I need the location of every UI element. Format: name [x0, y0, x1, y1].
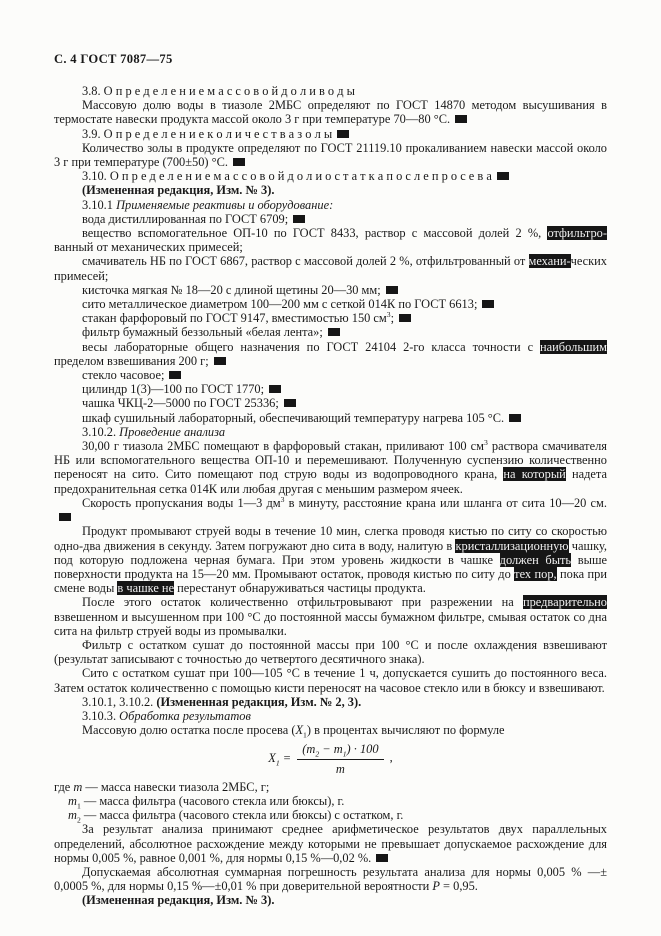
- list-item: [54, 382, 607, 396]
- document-body: [54, 84, 607, 908]
- text-run: стекло часовое;: [82, 368, 165, 383]
- list-item: [54, 283, 607, 297]
- text-run: −: [319, 742, 334, 757]
- text-run: 1: [76, 801, 81, 811]
- paragraph: [54, 822, 607, 865]
- list-item: [54, 340, 607, 368]
- paragraph: [54, 638, 607, 666]
- scan-mark: [337, 130, 349, 138]
- text-run: 1: [342, 749, 347, 759]
- text-run: Обработка результатов: [119, 708, 251, 723]
- highlighted-text: механи-: [528, 254, 571, 269]
- paragraph: [54, 723, 607, 740]
- section-3-10-3-heading: [54, 709, 607, 723]
- list-item: [54, 212, 607, 226]
- text-run: 3: [386, 310, 391, 320]
- paragraph: [54, 496, 607, 524]
- scan-mark: [284, 399, 296, 407]
- list-item: [54, 226, 607, 254]
- formula-lhs: [268, 750, 295, 768]
- section-3-10-2-heading: [54, 425, 607, 439]
- text-run: За результат анализа принимают среднее арифметическое результатов двух параллельных определений, абсолютное расхождение между которыми не превышает допускаемое расхождение для нормы 0,005 %, равное 0,001 %, для нормы 0,15 %—0,02 %.: [54, 822, 607, 865]
- text-run: ванный от механических примесей;: [54, 240, 243, 255]
- text-run: ческих примесей;: [54, 254, 607, 283]
- paragraph: [54, 439, 607, 496]
- text-run: стакан фарфоровый по ГОСТ 9147, вместимостью 150 см: [82, 311, 387, 326]
- list-item: [54, 254, 607, 282]
- text-run: X: [295, 723, 304, 738]
- text-run: ) · 100: [346, 742, 379, 757]
- text-run: в минуту, расстояние крана или шланга от сита 10—20 см.: [284, 495, 607, 510]
- fraction-numerator: [297, 742, 383, 759]
- text-run: Продукт промывают струей воды в течение 10 мин, слегка проводя кистью по ситу со скоростью одно-два движения в секунду. Затем погружают дно сита в воду, налитую в: [54, 524, 607, 553]
- text-run: весы лабораторные общего назначения по ГОСТ 24104 2-го класса точности с: [82, 339, 541, 354]
- text-run: 3.10. О п р е д е л е н и е м а с с о в о й д о л и о с т а т к а п о с л е п р о с е в а: [82, 169, 492, 184]
- text-run: 3.9. О п р е д е л е н и е к о л и ч е с т в а з о л ы: [82, 126, 333, 141]
- list-item: [54, 311, 607, 325]
- text-run: сито металлическое диаметром 100—200 мм с сеткой 014К по ГОСТ 6613;: [82, 297, 478, 312]
- text-run: — масса навески тиазола 2МБС, г;: [82, 779, 270, 794]
- highlighted-text: тех пор,: [514, 566, 557, 581]
- formula-fraction: [297, 742, 383, 775]
- highlighted-text: предварительно: [522, 595, 607, 610]
- scan-mark: [169, 371, 181, 379]
- text-run: m: [333, 742, 343, 757]
- scan-mark: [214, 357, 226, 365]
- text-run: m: [68, 808, 77, 823]
- text-run: ) в процентах вычисляют по формуле: [306, 723, 505, 738]
- scan-mark: [328, 328, 340, 336]
- text-run: цилиндр 1(3)—100 по ГОСТ 1770;: [82, 382, 265, 397]
- text-run: 30,00 г тиазола 2МБС помещают в фарфоровый стакан, приливают 100 см: [82, 439, 484, 454]
- scan-mark: [59, 513, 71, 521]
- text-run: Допускаемая абсолютная суммарная погрешность результата анализа для нормы 0,005 % —± 0,0005 %, для нормы 0,15 %—±0,01 % при доверительной вероятности: [54, 864, 607, 894]
- highlighted-text: кристаллизационную: [455, 538, 569, 553]
- highlighted-text: на который: [503, 467, 566, 482]
- text-run: (Измененная редакция, Изм. № 3).: [82, 893, 275, 908]
- scan-mark: [233, 158, 245, 166]
- text-run: (: [302, 742, 307, 757]
- scan-mark: [293, 215, 305, 223]
- text-run: кисточка мягкая № 18—20 с длиной щетины 20—30 мм;: [82, 282, 381, 297]
- text-run: ,: [386, 750, 393, 765]
- text-run: 1: [275, 758, 280, 768]
- text-run: X: [268, 750, 276, 765]
- section-3-8-heading: [54, 84, 607, 98]
- page-content: [54, 52, 607, 908]
- text-run: 2: [76, 815, 81, 825]
- text-run: вещество вспомогательное ОП-10 по ГОСТ 8433, раствор с массовой долей 2 %,: [82, 226, 548, 241]
- text-run: перестанут обнаруживаться частицы продукта.: [174, 581, 426, 596]
- paragraph: [54, 666, 607, 694]
- legend-line: [54, 780, 607, 794]
- text-run: Сито с остатком сушат при 100—105 °С в течение 1 ч, допускается сушить до постоянного веса. Затем остаток количественно с помощью кисти переносят на часовое стекло или в бюксу и взвешивают.: [54, 666, 607, 695]
- text-run: =: [279, 750, 295, 765]
- text-run: 2: [315, 749, 320, 759]
- text-run: = 0,95.: [439, 879, 478, 894]
- highlighted-text: в чашке не: [117, 581, 175, 596]
- highlighted-text: отфильтро-: [547, 226, 607, 241]
- text-run: шкаф сушильный лабораторный, обеспечивающий температуру нагрева 105 °С.: [82, 410, 505, 425]
- text-run: чашка ЧКЦ-2—5000 по ГОСТ 25336;: [82, 396, 279, 411]
- text-run: надета предохранительная сетка 014К или любая другая с меньшим размером ячеек.: [54, 467, 607, 496]
- section-3-10-1-heading: [54, 198, 607, 212]
- amendment-note: [54, 183, 607, 197]
- legend-line: [54, 793, 607, 811]
- scan-mark: [386, 286, 398, 294]
- text-run: 3.10.2.: [82, 424, 120, 439]
- scan-mark: [269, 385, 281, 393]
- text-run: пределом взвешивания 200 г;: [54, 353, 209, 368]
- text-run: После этого остаток количественно отфильтровывают при разрежении на: [82, 595, 523, 610]
- scan-mark: [376, 854, 388, 862]
- text-run: пока при смене воды: [54, 566, 607, 596]
- list-item: [54, 396, 607, 410]
- list-item: [54, 325, 607, 339]
- section-3-9-heading: [54, 127, 607, 141]
- formula-x1: [54, 742, 607, 775]
- section-3-10-heading: [54, 169, 607, 183]
- list-item: [54, 368, 607, 382]
- list-item: [54, 297, 607, 311]
- text-run: m: [335, 761, 345, 776]
- text-run: ;: [390, 311, 395, 326]
- fraction-denominator: [297, 760, 383, 776]
- paragraph: [54, 865, 607, 893]
- highlighted-text: должен быть: [499, 552, 572, 567]
- text-run: 3.10.3.: [82, 708, 120, 723]
- text-run: Массовую долю воды в тиазоле 2МБС определяют по ГОСТ 14870 методом высушивания в термостате навески продукта массой около 3 г при температуре 70—80 °С.: [54, 98, 607, 127]
- text-run: вода дистиллированная по ГОСТ 6709;: [82, 211, 289, 226]
- text-run: m: [73, 779, 83, 794]
- text-run: взвешенном и высушенном при 100 °С до постоянной массы бумажном фильтре, смывая остаток со дна сита на фильтр струей воды из промывалки.: [54, 609, 607, 638]
- text-run: 3: [484, 437, 488, 447]
- list-item: [54, 411, 607, 425]
- text-run: (Измененная редакция, Изм. № 3).: [82, 183, 275, 198]
- text-run: Фильтр с остатком сушат до постоянной массы при 100 °С и после охлаждения взвешивают (результат записывают с точностью до четвертого десятичного знака).: [54, 637, 607, 667]
- text-run: Массовую долю остатка после просева (: [82, 723, 296, 738]
- text-run: смачиватель НБ по ГОСТ 6867, раствор с массовой долей 2 %, отфильтрованный от: [82, 254, 529, 269]
- paragraph: [54, 524, 607, 595]
- text-run: раствора смачивателя НБ или вспомогательного вещества ОП-10 и перемешивают. Полученную суспензию количественно переносят на сито. Сито помещают под струю воды из водопроводного крана,: [54, 439, 607, 482]
- scan-mark: [509, 414, 521, 422]
- legend-line: [54, 808, 607, 825]
- text-run: 3.10.1, 3.10.2.: [82, 694, 157, 709]
- text-run: чашку, под которую подложена черная бумага. При этом уровень жидкости в чашке: [54, 538, 607, 567]
- scan-mark: [399, 314, 411, 322]
- text-run: Проведение анализа: [119, 424, 226, 439]
- text-run: 3: [280, 494, 285, 504]
- text-run: — масса фильтра (часового стекла или бюксы), г.: [80, 793, 345, 808]
- formula-tail: [387, 751, 393, 765]
- text-run: выше поверхности продукта на 15—20 мм. Промывают остаток, проводя кистью по ситу до: [54, 552, 607, 581]
- paragraph: [54, 98, 607, 126]
- text-run: Скорость пропускания воды 1—3 дм: [82, 495, 281, 510]
- text-run: — масса фильтра (часового стекла или бюксы) с остатком, г.: [80, 808, 404, 823]
- text-run: m: [68, 793, 77, 808]
- highlighted-text: наибольшим: [540, 339, 607, 354]
- text-run: где: [54, 779, 74, 794]
- paragraph: [54, 595, 607, 638]
- text-run: 3.8. О п р е д е л е н и е м а с с о в о й д о л и в о д ы: [82, 84, 355, 98]
- text-run: 1: [303, 730, 307, 740]
- text-run: фильтр бумажный беззольный «белая лента»;: [82, 325, 323, 340]
- paragraph: [54, 141, 607, 169]
- scan-mark: [497, 172, 509, 180]
- text-run: m: [306, 742, 316, 757]
- scan-mark: [455, 115, 467, 123]
- scan-mark: [482, 300, 494, 308]
- text-run: P: [432, 879, 440, 894]
- amendment-note: [54, 695, 607, 709]
- text-run: (Измененная редакция, Изм. № 2, 3).: [156, 694, 362, 709]
- amendment-note: [54, 893, 607, 907]
- text-run: Количество золы в продукте определяют по ГОСТ 21119.10 прокаливанием навески массой около 3 г при температуре (700±50) °С.: [54, 140, 607, 170]
- page-header: С. 4 ГОСТ 7087—75: [54, 52, 173, 66]
- text-run: Применяемые реактивы и оборудование:: [116, 197, 334, 212]
- text-run: 3.10.1: [82, 197, 117, 212]
